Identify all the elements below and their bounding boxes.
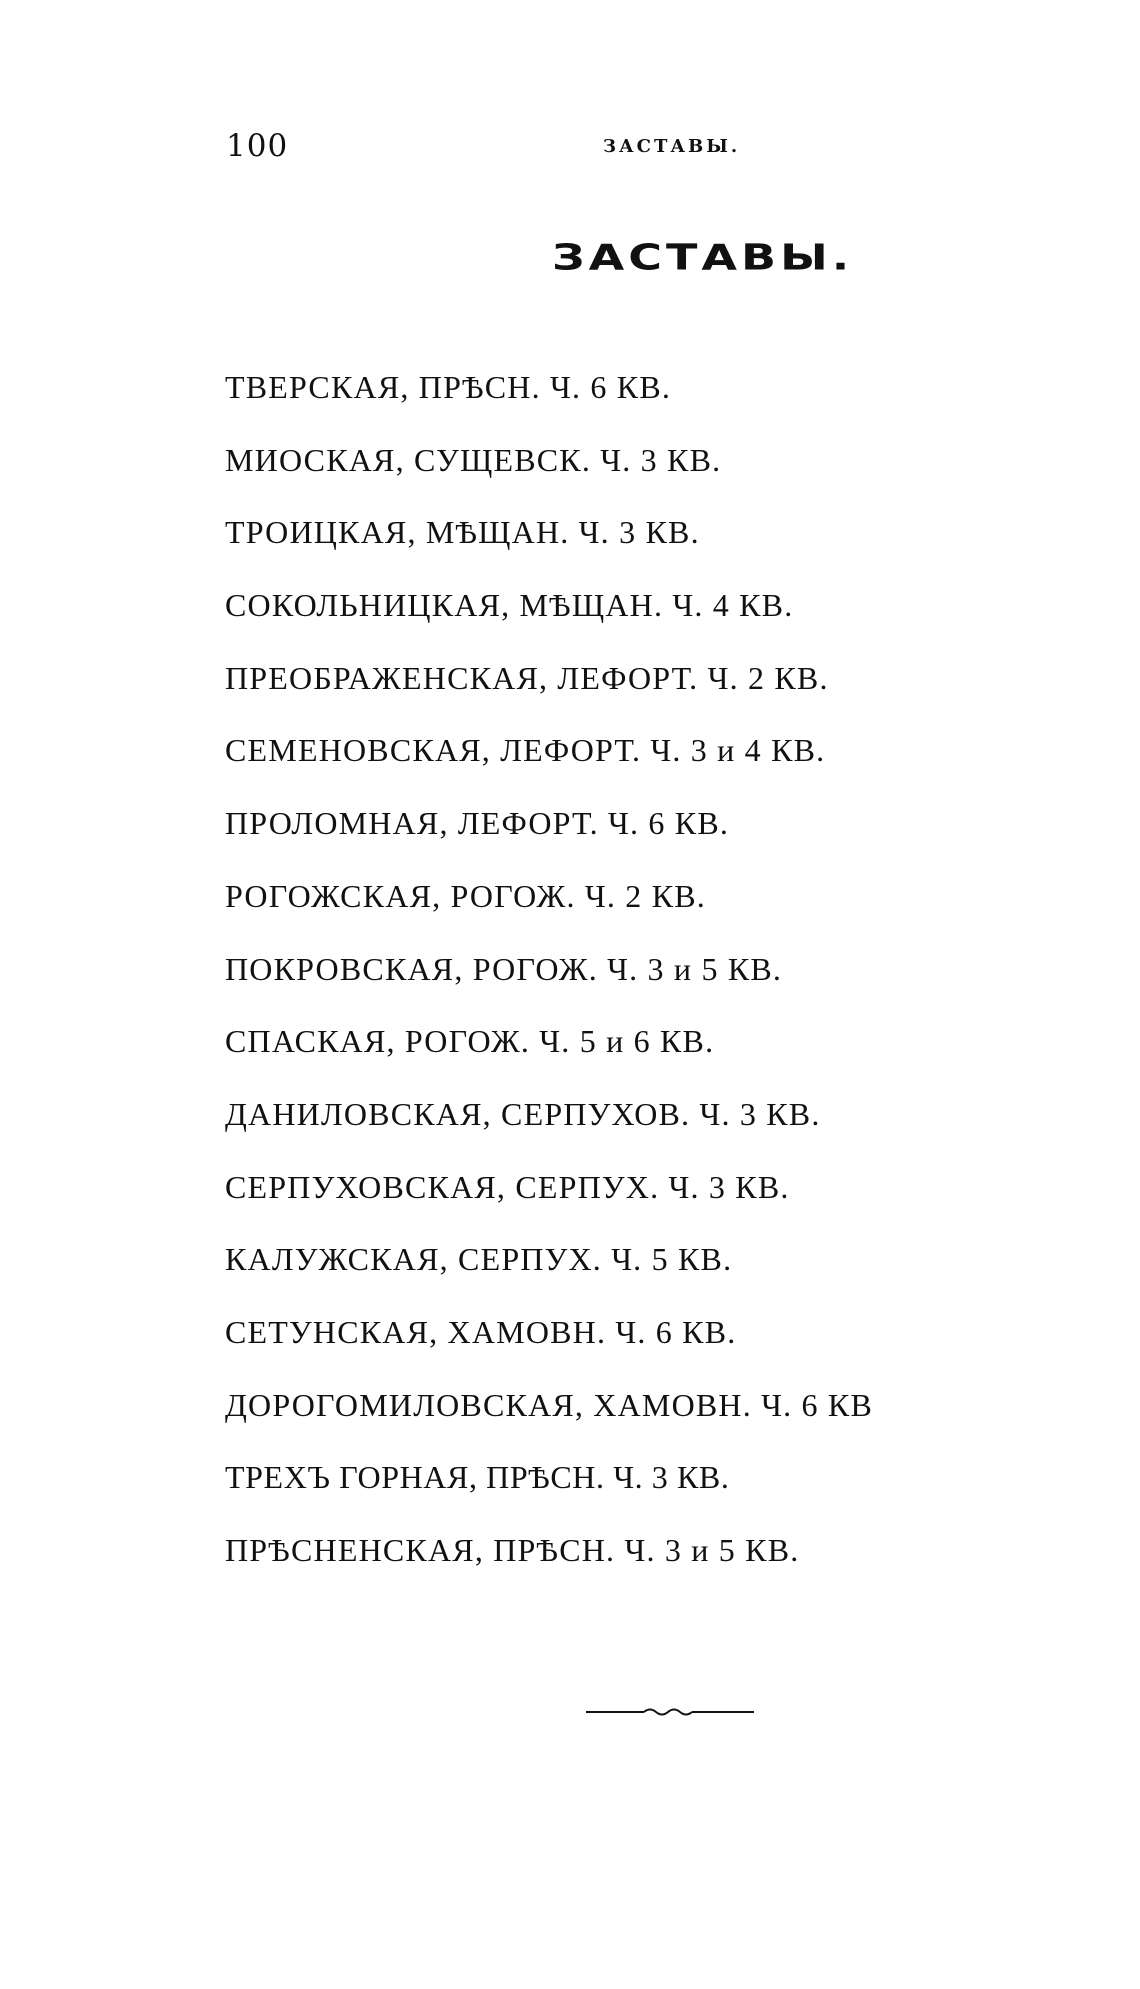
page-number: 100 [226,128,289,164]
list-item: ТВЕРСКАЯ, ПРѢСН. Ч. 6 КВ. [225,369,672,405]
list-item: ПРѢСНЕНСКАЯ, ПРѢСН. Ч. 3 и 5 КВ. [225,1532,800,1568]
page-title: ЗАСТАВЫ. [552,236,854,279]
list-item: КАЛУЖСКАЯ, СЕРПУХ. Ч. 5 КВ. [225,1241,733,1278]
list-item: РОГОЖСКАЯ, РОГОЖ. Ч. 2 КВ. [225,877,706,914]
gate-list [225,358,873,1594]
list-item: ДАНИЛОВСКАЯ, СЕРПУХОВ. Ч. 3 КВ. [225,1095,821,1132]
list-item: ПРЕОБРАЖЕНСКАЯ, ЛЕФОРТ. Ч. 2 КВ. [225,659,829,696]
list-item: ПРОЛОМНАЯ, ЛЕФОРТ. Ч. 6 КВ. [225,805,730,842]
list-item: ДОРОГОМИЛОВСКАЯ, ХАМОВН. Ч. 6 КВ [225,1386,874,1423]
end-flourish-icon [586,1705,754,1719]
list-item: СПАСКАЯ, РОГОЖ. Ч. 5 и 6 КВ. [225,1023,715,1060]
list-item: СЕТУНСКАЯ, ХАМОВН. Ч. 6 КВ. [225,1313,737,1350]
list-item: ПОКРОВСКАЯ, РОГОЖ. Ч. 3 и 5 КВ. [225,950,783,987]
list-item: СЕРПУХОВСКАЯ, СЕРПУХ. Ч. 3 КВ. [225,1168,790,1205]
list-item: ТРЕХЪ ГОРНАЯ, ПРѢСН. Ч. 3 КВ. [225,1459,730,1496]
running-title: ЗАСТАВЫ. [603,136,741,157]
list-item: ТРОИЦКАЯ, МѢЩАН. Ч. 3 КВ. [225,514,700,551]
list-item: МИОСКАЯ, СУЩЕВСК. Ч. 3 КВ. [225,441,722,478]
list-item: СЕМЕНОВСКАЯ, ЛЕФОРТ. Ч. 3 и 4 КВ. [225,732,826,769]
list-item: СОКОЛЬНИЦКАЯ, МѢЩАН. Ч. 4 КВ. [225,587,794,624]
